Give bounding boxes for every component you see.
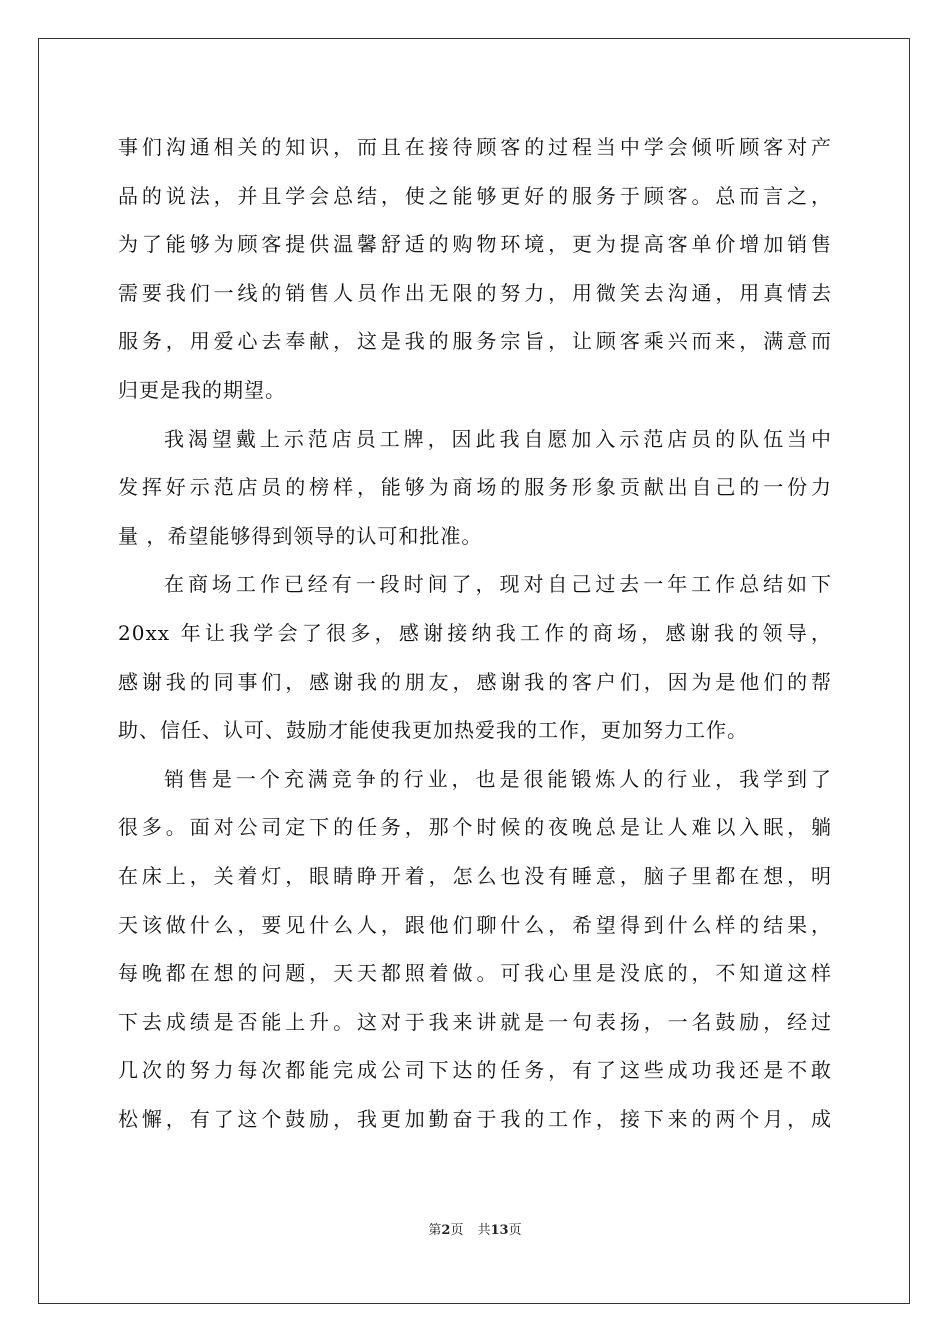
document-body xyxy=(118,123,832,1143)
text-line: 在商场工作已经有一段时间了，现对自己过去一年工作总结如下 xyxy=(164,572,832,597)
text-line: 松懈，有了这个鼓励，我更加勤奋于我的工作，接下来的两个月，成 xyxy=(118,1106,832,1131)
text-line: 在床上，关着灯，眼睛睁开着，怎么也没有睡意，脑子里都在想，明 xyxy=(118,863,832,888)
text-line: 20xx 年让我学会了很多，感谢接纳我工作的商场，感谢我的领导， xyxy=(118,620,832,645)
text-line: 品的说法，并且学会总结，使之能够更好的服务于顾客。总而言之， xyxy=(118,183,832,208)
total-suffix: 页 xyxy=(508,1223,522,1238)
text-line: 感谢我的同事们，感谢我的朋友，感谢我的客户们，因为是他们的帮 xyxy=(118,669,832,694)
text-line: 几次的努力每次都能完成公司下达的任务，有了这些成功我还是不敢 xyxy=(118,1058,832,1083)
text-line: 服务，用爱心去奉献，这是我的服务宗旨，让顾客乘兴而来，满意而 xyxy=(118,329,832,354)
text-line: 归更是我的期望。 xyxy=(118,377,286,402)
total-prefix: 共 xyxy=(477,1223,491,1238)
text-line: 很多。面对公司定下的任务，那个时候的夜晚总是让人难以入眠，躺 xyxy=(118,815,832,840)
text-line: 下去成绩是否能上升。这对于我来讲就是一句表扬，一名鼓励，经过 xyxy=(118,1009,832,1034)
text-line: 助、信任、认可、鼓励才能使我更加热爱我的工作，更加努力工作。 xyxy=(118,718,748,743)
total-pages: 13 xyxy=(490,1223,509,1238)
text-line: 为了能够为顾客提供温馨舒适的购物环境，更为提高客单价增加销售 xyxy=(118,232,832,257)
text-line: 天该做什么，要见什么人，跟他们聊什么，希望得到什么样的结果， xyxy=(118,912,832,937)
page-number: 2 xyxy=(441,1223,451,1238)
text-line: 发挥好示范店员的榜样，能够为商场的服务形象贡献出自己的一份力 xyxy=(118,475,832,500)
text-line: 销售是一个充满竞争的行业，也是很能锻炼人的行业，我学到了 xyxy=(164,766,832,791)
page-prefix: 第 xyxy=(428,1223,442,1238)
text-line: 量 ，希望能够得到领导的认可和批准。 xyxy=(118,523,483,548)
page-suffix: 页 xyxy=(450,1223,464,1238)
text-line: 需要我们一线的销售人员作出无限的努力，用微笑去沟通，用真情去 xyxy=(118,280,832,305)
page-footer xyxy=(0,1219,950,1238)
text-line: 事们沟通相关的知识，而且在接待顾客的过程当中学会倾听顾客对产 xyxy=(118,135,832,159)
text-line: 我渴望戴上示范店员工牌，因此我自愿加入示范店员的队伍当中 xyxy=(164,426,832,451)
text-line: 每晚都在想的问题，天天都照着做。可我心里是没底的，不知道这样 xyxy=(118,961,832,986)
